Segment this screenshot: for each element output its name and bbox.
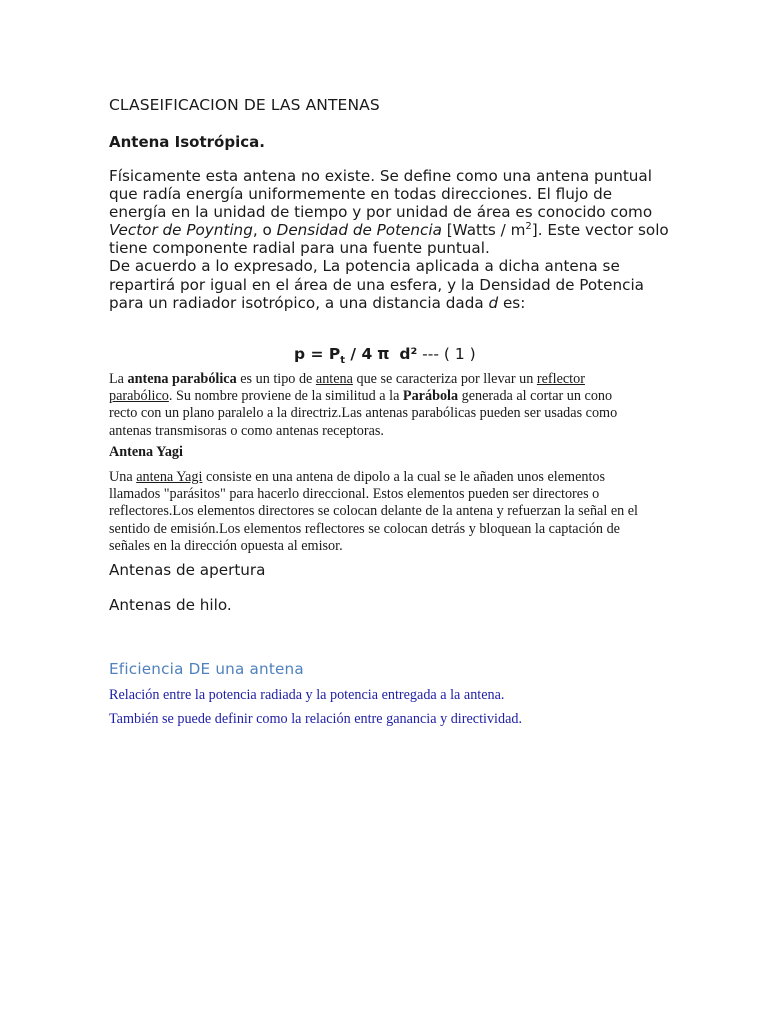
document-title: CLASEIFICACION DE LAS ANTENAS [109, 96, 380, 114]
efficiency-definition-2: También se puede definir como la relación entre ganancia y directividad. [109, 711, 523, 727]
power-density-term: Densidad de Potencia [276, 221, 442, 240]
pi-symbol: π [377, 345, 390, 363]
isotropic-paragraph-2: De acuerdo a lo expresado, La potencia aplicada a dicha antena se repartirá por igual en el área de una esfera, y la Densidad de Potencia para un radiador isotrópico, a una distancia dada d es: [109, 257, 644, 312]
efficiency-heading: Eficiencia DE una antena [109, 660, 304, 678]
power-density-formula: $p = P_t / 4$ π d² --- ( 1 ) [294, 345, 476, 367]
aperture-antennas-heading: Antenas de apertura [109, 561, 266, 579]
distance-variable: d [488, 293, 499, 312]
isotropic-paragraph [109, 167, 669, 312]
wire-antennas-heading: Antenas de hilo. [109, 596, 232, 614]
parabolic-paragraph: La antena parabólica es un tipo de antena que se caracteriza por llevar un reflector parabólico. Su nombre proviene de la similitud a la Parábola generada al cortar un cono recto con un plano paralelo a la directriz.Las antenas parabólicas pueden ser usadas como antenas transmisoras o como antenas receptoras. [109, 371, 618, 439]
yagi-paragraph: Una antena Yagi consiste en una antena de dipolo a la cual se le añaden unos elementos llamados "parásitos" para hacerlo direccional. Estos elementos pueden ser directores o reflectores.Los elementos directores se colocan delante de la antena y refuerzan la señal en el sentido de emisión.Los elementos reflectores se colocan detrás y bloquean la captación de señales en la dirección opuesta al emisor. [109, 469, 639, 554]
poynting-term: Vector de Poynting [109, 221, 253, 240]
efficiency-definition-1: Relación entre la potencia radiada y la potencia entregada a la antena. [109, 687, 505, 703]
reflector-parabolico-link[interactable]: reflector parabólico [109, 371, 585, 405]
antena-yagi-link[interactable]: antena Yagi [136, 469, 203, 485]
isotropic-paragraph-1: Físicamente esta antena no existe. Se define como una antena puntual que radía energía uniformemente en todas direcciones. El flujo de energía en la unidad de tiempo y por unidad de área es conocido como Vector de Poynting, o Densidad de Potencia [Watts / $m^2$]. Este vector solo tiene componente radial para una fuente puntual. [109, 167, 669, 258]
isotropic-heading: Antena Isotrópica. [109, 133, 265, 151]
antena-link[interactable]: antena [315, 371, 353, 387]
yagi-heading: Antena Yagi [109, 444, 183, 460]
